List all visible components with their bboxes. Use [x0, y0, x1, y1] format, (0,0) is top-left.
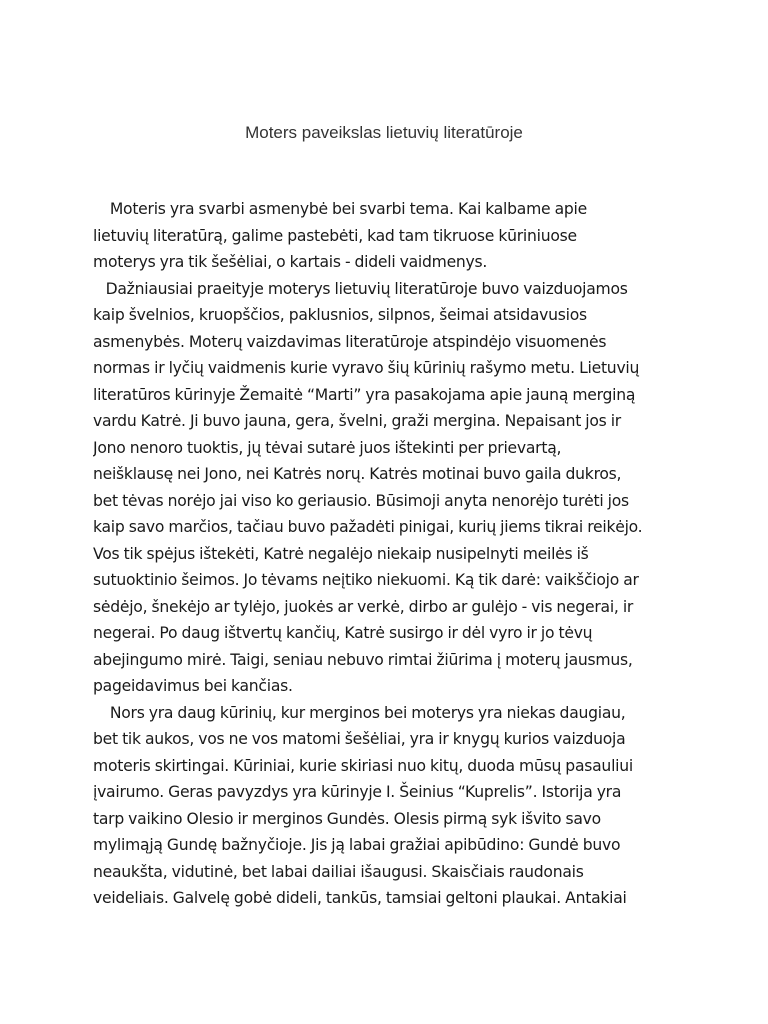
text-line: Vos tik spėjus ištekėti, Katrė negalėjo niekaip nusipelnyti meilės iš [93, 544, 589, 563]
document-title: Moters paveikslas lietuvių literatūroje [245, 123, 523, 142]
text-line: Jono nenoro tuoktis, jų tėvai sutarė juos ištekinti per prievartą, [93, 438, 562, 457]
text-line: asmenybės. Moterų vaizdavimas literatūroje atspindėjo visuomenės [93, 332, 607, 351]
text-line: sutuoktinio šeimos. Jo tėvams neįtiko niekuomi. Ką tik darė: vaikščiojo ar [93, 571, 639, 589]
text-line: neišklausę nei Jono, nei Katrės norų. Katrės motinai buvo gaila dukros, [93, 465, 622, 483]
text-line: įvairumo. Geras pavyzdys yra kūrinyje I. Šeinius “Kuprelis”. Istorija yra [93, 783, 622, 801]
document-body [93, 196, 675, 912]
text-line: Nors yra daug kūrinių, kur merginos bei moterys yra niekas daugiau, [93, 703, 626, 722]
text-line: Dažniausiai praeityje moterys lietuvių literatūroje buvo vaizduojamos [93, 279, 628, 298]
text-line: bet tėvas norėjo jai viso ko geriausio. Būsimoji anyta nenorėjo turėti jos [93, 491, 629, 510]
text-line: lietuvių literatūrą, galime pastebėti, kad tam tikruose kūriniuose [93, 226, 577, 245]
text-line: Moteris yra svarbi asmenybė bei svarbi tema. Kai kalbame apie [93, 200, 587, 218]
text-line: mylimąją Gundę bažnyčioje. Jis ją labai gražiai apibūdino: Gundė buvo [93, 836, 621, 854]
text-line: moterys yra tik šešėliai, o kartais - dideli vaidmenys. [93, 253, 488, 271]
text-line: sėdėjo, šnekėjo ar tylėjo, juokės ar verkė, dirbo ar gulėjo - vis negerai, ir [93, 597, 634, 616]
text-line: kaip švelnios, kruopščios, paklusnios, silpnos, šeimai atsidavusios [93, 306, 587, 324]
text-line: negerai. Po daug ištvertų kančių, Katrė susirgo ir dėl vyro ir jo tėvų [93, 624, 593, 642]
text-line: pageidavimus bei kančias. [93, 677, 293, 695]
text-line: tarp vaikino Olesio ir merginos Gundės. Olesis pirmą syk išvito savo [93, 809, 601, 828]
text-line: kaip savo marčios, tačiau buvo pažadėti pinigai, kurių jiems tikrai reikėjo. [93, 518, 643, 536]
text-line: moteris skirtingai. Kūriniai, kurie skiriasi nuo kitų, duoda mūsų pasauliui [93, 756, 633, 775]
text-line: literatūros kūrinyje Žemaitė “Marti” yra pasakojama apie jauną merginą [93, 385, 636, 404]
text-line: neaukšta, vidutinė, bet labai dailiai išaugusi. Skaisčiais raudonais [93, 862, 584, 881]
text-line: vardu Katrė. Ji buvo jauna, gera, švelni, graži mergina. Nepaisant jos ir [93, 412, 621, 430]
text-line: bet tik aukos, vos ne vos matomi šešėliai, yra ir knygų kurios vaizduoja [93, 730, 626, 748]
text-line: veideliais. Galvelę gobė dideli, tankūs, tamsiai geltoni plaukai. Antakiai [93, 889, 627, 907]
text-line: normas ir lyčių vaidmenis kurie vyravo šių kūrinių rašymo metu. Lietuvių [93, 359, 640, 377]
text-line: abejingumo mirė. Taigi, seniau nebuvo rimtai žiūrima į moterų jausmus, [93, 650, 633, 669]
